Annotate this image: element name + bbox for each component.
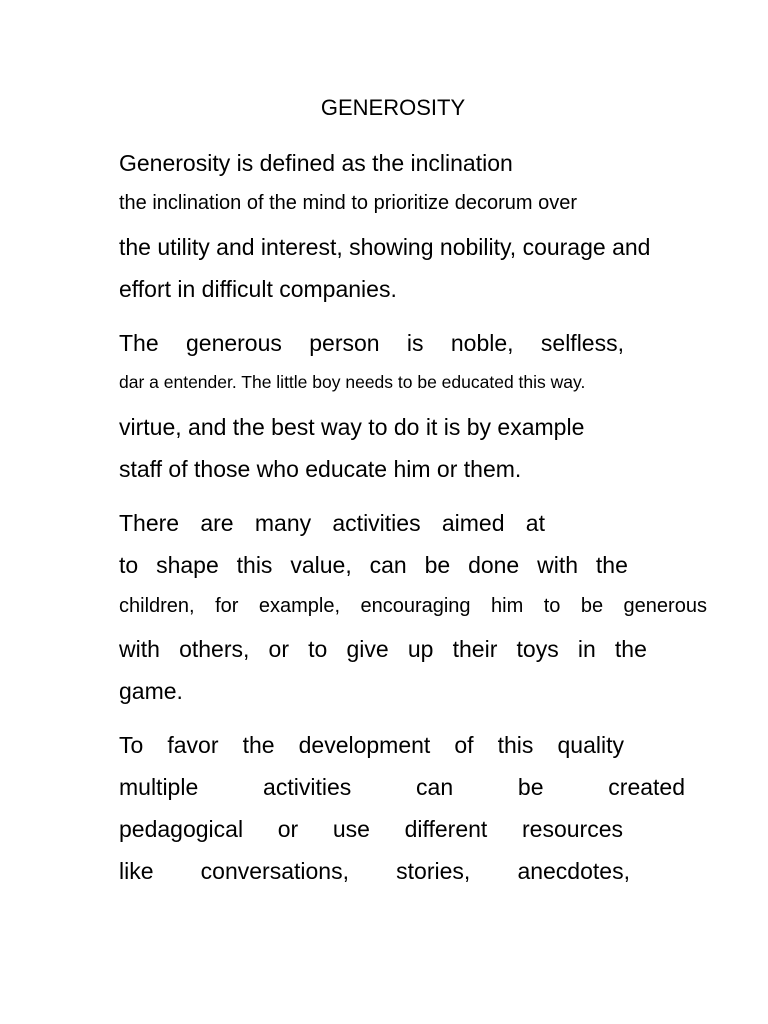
word: the: [614, 636, 647, 662]
word: can: [369, 552, 407, 578]
word: can: [416, 774, 454, 800]
word: generous: [185, 330, 282, 356]
word: multiple: [119, 774, 199, 800]
word: or: [268, 636, 289, 662]
paragraph-3-line-1: [119, 509, 545, 537]
word: this: [236, 552, 273, 578]
word: To: [119, 732, 144, 758]
word: like: [119, 858, 154, 884]
paragraph-1-line-4: effort in difficult companies.: [119, 276, 397, 302]
paragraph-2-line-1: [119, 329, 624, 357]
paragraph-2-line-2: dar a entender. The little boy needs to be educated this way.: [119, 372, 586, 392]
word: the: [242, 732, 275, 758]
word: are: [200, 510, 234, 536]
paragraph-1-line-2: the inclination of the mind to prioritize decorum over: [119, 192, 578, 214]
word: to: [119, 552, 139, 578]
word: is: [406, 330, 424, 356]
word: different: [404, 816, 488, 842]
word: at: [525, 510, 545, 536]
word: the: [595, 552, 628, 578]
word: created: [608, 774, 685, 800]
word: up: [407, 636, 434, 662]
paragraph-4-line-4: [119, 857, 630, 885]
paragraph-3-line-4: [119, 635, 647, 663]
word: encouraging: [360, 595, 471, 617]
word: of: [454, 732, 474, 758]
word: activities: [332, 510, 421, 536]
word: be: [580, 595, 604, 617]
word: The: [119, 330, 159, 356]
word: anecdotes,: [517, 858, 630, 884]
word: to: [543, 595, 561, 617]
paragraph-3-line-3: [119, 592, 707, 620]
word: stories,: [396, 858, 471, 884]
word: favor: [167, 732, 219, 758]
document-title: GENEROSITY: [320, 95, 466, 120]
word: many: [254, 510, 312, 536]
word: children,: [119, 595, 195, 617]
word: quality: [557, 732, 624, 758]
word: resources: [522, 816, 623, 842]
word: noble,: [450, 330, 514, 356]
word: activities: [263, 774, 352, 800]
word: be: [517, 774, 544, 800]
word: with: [119, 636, 160, 662]
word: be: [424, 552, 451, 578]
word: person: [309, 330, 380, 356]
word: conversations,: [200, 858, 349, 884]
paragraph-4-line-1: [119, 731, 624, 759]
word: to: [308, 636, 328, 662]
word: value,: [290, 552, 352, 578]
word: pedagogical: [119, 816, 244, 842]
paragraph-1-line-1: Generosity is defined as the inclination: [119, 150, 513, 176]
word: There: [119, 510, 180, 536]
word: others,: [179, 636, 250, 662]
word: generous: [623, 595, 707, 617]
word: shape: [156, 552, 219, 578]
word: toys: [516, 636, 559, 662]
paragraph-4-line-3: [119, 815, 623, 843]
paragraph-1-line-3: the utility and interest, showing nobility, courage and: [119, 234, 651, 260]
paragraph-3-line-5: game.: [119, 678, 183, 704]
paragraph-3-line-2: [119, 551, 628, 579]
word: done: [468, 552, 520, 578]
word: use: [332, 816, 370, 842]
paragraph-4-line-2: [119, 773, 685, 801]
word: for: [215, 595, 239, 617]
word: their: [452, 636, 498, 662]
word: give: [346, 636, 389, 662]
paragraph-2-line-3: virtue, and the best way to do it is by example: [119, 414, 585, 440]
word: this: [497, 732, 534, 758]
word: selfless,: [540, 330, 624, 356]
word: him: [491, 595, 524, 617]
word: in: [577, 636, 596, 662]
word: development: [298, 732, 431, 758]
word: with: [537, 552, 579, 578]
word: or: [277, 816, 299, 842]
word: aimed: [441, 510, 505, 536]
paragraph-2-line-4: staff of those who educate him or them.: [119, 456, 522, 482]
word: example,: [258, 595, 341, 617]
